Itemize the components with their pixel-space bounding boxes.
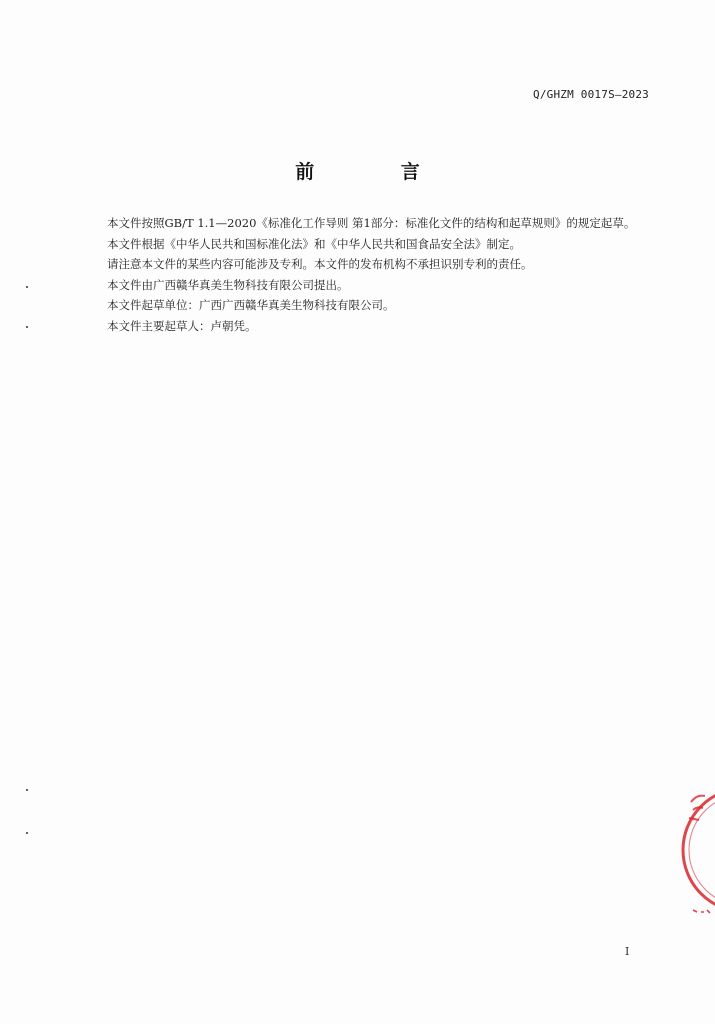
scan-speck — [26, 286, 28, 288]
scan-speck — [26, 326, 28, 328]
foreword-body — [84, 213, 664, 336]
paragraph-proposer: 本文件由广西赣华真美生物科技有限公司提出。 — [107, 277, 349, 292]
scan-speck — [26, 832, 28, 834]
document-code: Q/GHZM 0017S—2023 — [533, 88, 649, 101]
scan-speck — [26, 789, 28, 791]
paragraph-drafting-rules: 本文件按照GB/T 1.1—2020《标准化工作导则 第1部分：标准化文件的结构和起草规则》的规定起草。 — [107, 216, 636, 230]
paragraph-drafting-unit: 本文件起草单位：广西广西赣华真美生物科技有限公司。 — [107, 298, 395, 312]
paragraph-legal-basis: 本文件根据《中华人民共和国标准化法》和《中华人民共和国食品安全法》制定。 — [107, 236, 521, 251]
red-seal-stamp — [685, 770, 715, 930]
page-number: I — [625, 945, 630, 958]
paragraph-drafters: 本文件主要起草人：卢朝凭。 — [107, 318, 257, 333]
page-title: 前 言 — [295, 161, 460, 183]
paragraph-patent-notice: 请注意本文件的某些内容可能涉及专利。本文件的发布机构不承担识别专利的责任。 — [107, 257, 533, 271]
